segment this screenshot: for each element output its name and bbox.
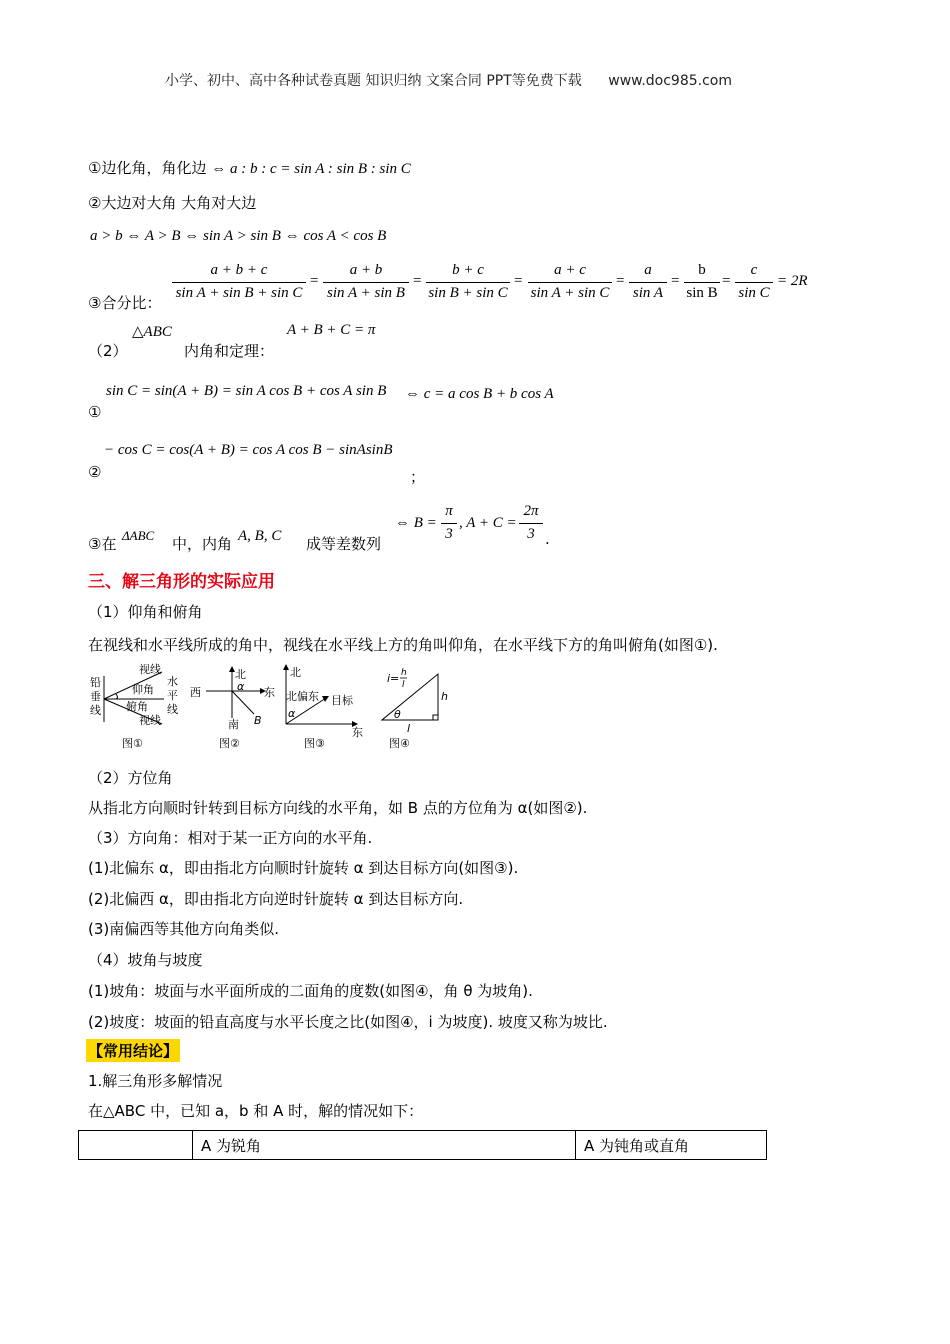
sub-3-item-3: (3)南偏西等其他方向角类似. [88,920,280,938]
ratio-frac-6: b sin B [684,262,720,302]
fig3-east: 东 [352,726,363,739]
header-url: www.doc985.com [608,73,732,89]
eq-2: = [413,273,422,289]
sub-4-title: （4）坡角与坡度 [88,951,203,969]
ratio-frac-2: a + b sin A + sin B [323,262,409,302]
line-8-suffix: 成等差数列 [306,535,382,553]
line-5-num: （2） [88,342,128,360]
ratio-end: = 2R [777,273,808,289]
fig4-caption: 图④ [389,737,410,750]
sub-3-item-2: (2)北偏西 α，即由指北方向逆时针旋转 α 到达目标方向. [88,890,464,908]
line-1 [88,157,411,178]
line-8-vars: A, B, C [238,528,282,544]
fig1-vertical-1: 铅 [90,676,101,689]
fig2-alpha: α [237,680,245,693]
fig2-south: 南 [228,718,239,731]
line-8-prefix: ③在 [88,535,117,553]
sub-4-item-2: (2)坡度：坡面的铅直高度与水平长度之比(如图④，i 为坡度). 坡度又称为坡比. [88,1013,608,1031]
ratio-frac-3: b + c sin B + sin C [426,262,510,302]
conclusion-1-title: 1.解三角形多解情况 [88,1072,223,1090]
page-header [165,70,732,90]
figure-3 [283,664,363,750]
fig1-depression: 俯角 [126,700,148,713]
line-8-triangle: ΔABC [122,528,155,543]
fig1-horizontal-1: 水 [167,675,178,688]
fig1-elevation: 仰角 [132,683,154,696]
table-header-acute: A 为锐角 [193,1131,576,1160]
line-3-math: a > b ⇔ A > B ⇔ sin A > sin B ⇔ cos A < cos B [90,228,387,244]
fig3-target: 目标 [331,694,353,707]
line-8-iff: ⇔ B = [395,515,437,531]
line-5-text: 内角和定理： [184,342,275,360]
sub-1-title: （1）仰角和俯角 [88,603,203,621]
fig4-theta: θ [394,708,401,721]
section-3-heading: 三、解三角形的实际应用 [88,572,275,592]
fig3-ne: 北偏东 [286,690,319,703]
sub-2-text: 从指北方向顺时针转到目标方向线的水平角，如 B 点的方位角为 α(如图②). [88,799,588,817]
ratio-frac-4: a + c sin A + sin C [528,262,612,302]
fig1-caption: 图① [122,737,143,750]
figure-1 [90,662,178,750]
fig4-i-num: h [401,668,407,678]
table-header-empty [79,1131,193,1160]
fig3-alpha: α [288,707,296,720]
sub-1-text: 在视线和水平线所成的角中，视线在水平线上方的角叫仰角，在水平线下方的角叫俯角(如图①). [88,636,718,654]
line-4-label: ③合分比： [88,294,162,312]
fig1-sight-top: 视线 [139,663,161,676]
fig2-north: 北 [235,668,246,681]
line-5-triangle: △ABC [132,324,172,340]
fig1-sight-bottom: 视线 [139,714,161,727]
solutions-table [78,1130,767,1160]
line-8-frac-1: π 3 [441,503,457,543]
fig2-b: B [254,714,262,727]
fig1-horizontal-2: 平 [167,689,178,702]
sub-3-item-1: (1)北偏东 α，即由指北方向顺时针旋转 α 到达目标方向(如图③). [88,859,519,877]
sub-4-item-1: (1)坡角：坡面与水平面所成的二面角的度数(如图④，角 θ 为坡角). [88,982,533,1000]
line-8-mid: 中，内角 [172,535,233,553]
conclusion-tag: 【常用结论】 [86,1039,180,1062]
figure-4 [382,668,448,750]
eq-6: = [722,273,731,289]
fig4-i-den: l [402,680,405,690]
figures [82,660,482,752]
line-1-label: ①边化角，角化边 [88,159,207,177]
fig4-l: l [407,722,411,735]
figure-2 [190,666,275,750]
sub-2-title: （2）方位角 [88,769,173,787]
ratio-frac-1: a + b + c sin A + sin B + sin C [172,262,306,302]
table-row [79,1131,767,1160]
line-6-num: ① [88,403,102,421]
fig3-north: 北 [290,666,301,679]
fig4-h: h [441,690,448,703]
sub-3-title: （3）方向角：相对于某一正方向的水平角. [88,829,373,847]
eq-5: = [671,273,680,289]
line-7-num: ② [88,463,102,481]
eq-4: = [616,273,625,289]
ratio-frac-7: c sin C [735,262,773,302]
line-8-frac-2: 2π 3 [519,503,543,543]
line-8-mid2: , A + C = [459,515,517,531]
conclusion-1-text: 在△ABC 中，已知 a，b 和 A 时，解的情况如下： [88,1102,424,1120]
header-text: 小学、初中、高中各种试卷真题 知识归纳 文案合同 PPT等免费下载 [165,73,582,89]
fig2-caption: 图② [219,737,240,750]
table-header-obtuse: A 为钝角或直角 [576,1131,767,1160]
fig1-vertical-3: 线 [90,704,101,717]
eq-1: = [310,273,319,289]
line-8-end: . [545,530,550,548]
line-7-semicolon: ； [410,468,426,486]
fig2-west: 西 [190,686,201,699]
line-5-math: A + B + C = π [287,322,376,338]
fig1-vertical-2: 垂 [90,690,101,703]
fig1-horizontal-3: 线 [167,703,178,716]
line-2: ②大边对大角 大角对大边 [88,194,257,212]
fig4-i-label: i= [387,672,400,685]
ratio-frac-5: a sin A [629,262,667,302]
fig2-east: 东 [264,686,275,699]
eq-3: = [514,273,523,289]
line-7-math: − cos C = cos(A + B) = cos A cos B − sinAsinB [104,442,393,458]
line-1-math: ⇔ a : b : c = sin A : sin B : sin C [211,161,411,177]
fig3-caption: 图③ [304,737,325,750]
line-6-math2: ⇔ c = a cos B + b cos A [405,386,554,402]
line-6-math: sin C = sin(A + B) = sin A cos B + cos A sin B [106,383,387,399]
